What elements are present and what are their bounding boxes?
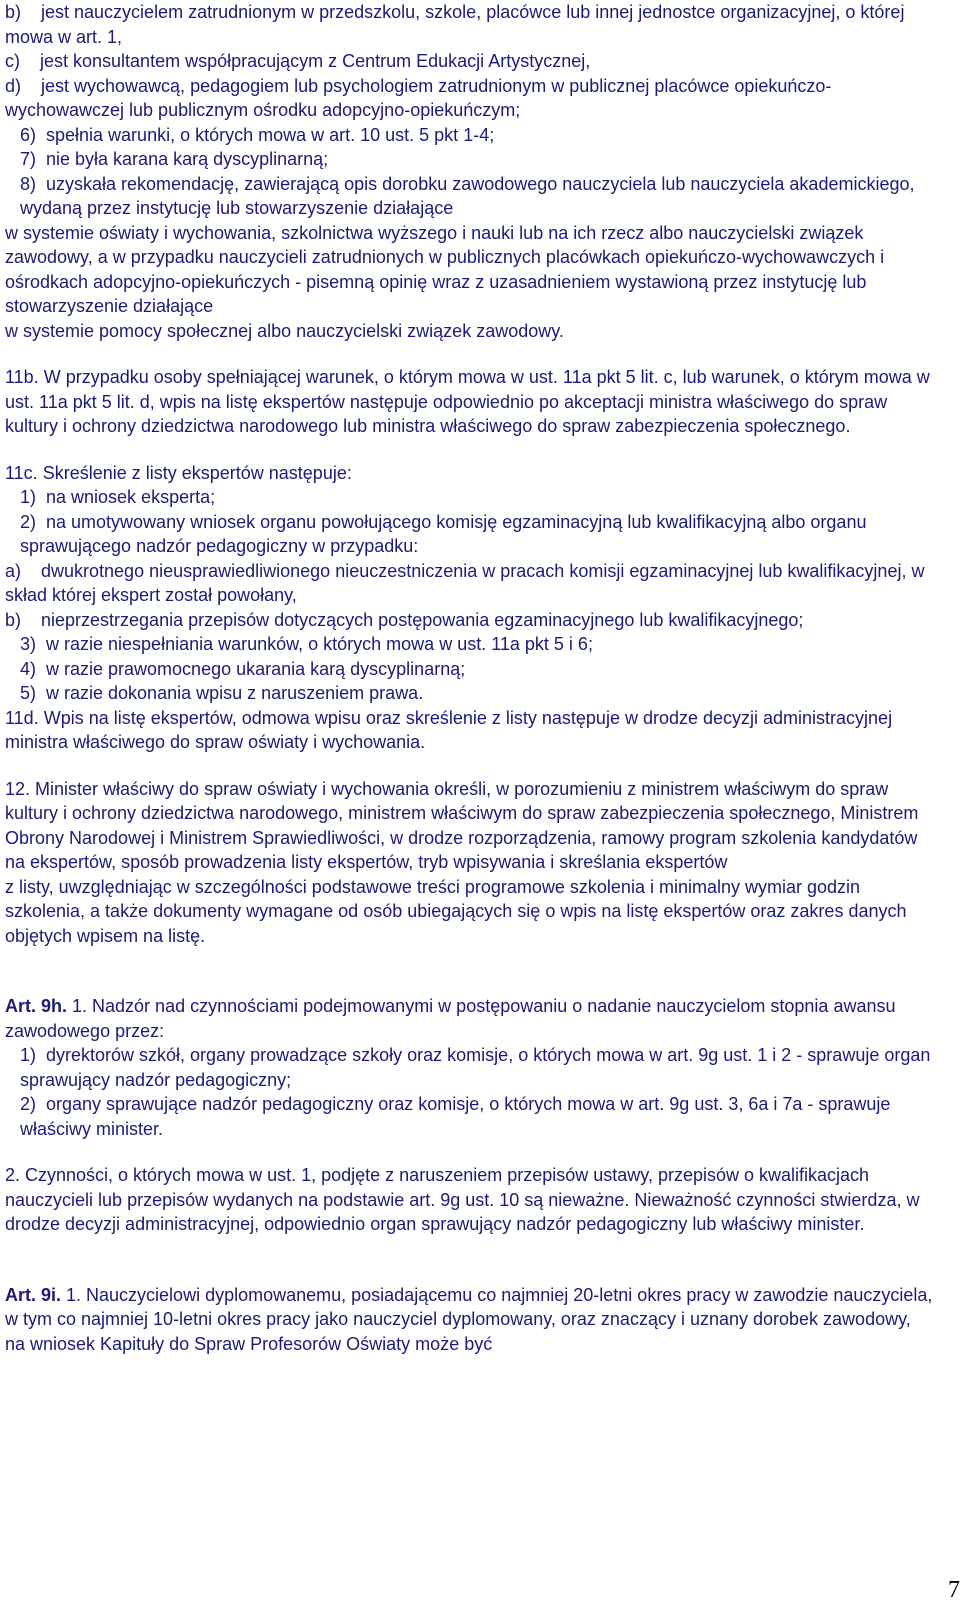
section-12-continued: z listy, uwzględniając w szczególności podstawowe treści programowe szkolenia i minimalny wymiar godzin szkolenia, a także dokumenty wymagane od osób ubiegających się o wpis na listę ekspertów oraz zakres danych objętych wpisem na listę. (5, 876, 912, 946)
section-11b: 11b. W przypadku osoby spełniającej warunek, o którym mowa w ust. 11a pkt 5 lit. c, lub warunek, o którym mowa w ust. 11a pkt 5 lit. d, wpis na listę ekspertów następuje odpowiednio po akceptacji ministra właściwego do spraw kultury i ochrony dziedzictwa narodowego lub ministra właściwego do spraw zabezpieczenia społecznego. (5, 367, 935, 436)
paragraph-d: d) jest wychowawcą, pedagogiem lub psychologiem zatrudnionym w publicznej placówce opiekuńczo-wychowawczej lub publicznym ośrodku adopcyjno-opiekuńczym; (5, 75, 832, 120)
article-9h-paragraph-1 (5, 994, 935, 1043)
article-9h-paragraph-2: 2. Czynności, o których mowa w ust. 1, podjęte z naruszeniem przepisów ustawy, przepisów o kwalifikacjach nauczycieli lub przepisów wydanych na podstawie art. 9g ust. 10 są nieważne. Nieważność czynności stwierdza, w drodze decyzji administracyjnej, odpowiednio organ sprawujący nadzór pedagogiczny lub właściwy minister. (5, 1165, 925, 1234)
section-11c-item-3: 3) w razie niespełniania warunków, o których mowa w ust. 11a pkt 5 i 6; (20, 634, 593, 654)
article-9i-paragraph-1 (5, 1283, 938, 1357)
article-9h-label: Art. 9h. (5, 996, 68, 1016)
section-12: 12. Minister właściwy do spraw oświaty i wychowania określi, w porozumieniu z ministrem właściwym do spraw kultury i ochrony dziedzictwa narodowego, ministrem właściwym do spraw zabezpieczenia społecznego, Ministrem Obrony Narodowej i Ministrem Sprawiedliwości, w drodze rozporządzenia, ramowy program szkolenia kandydatów na ekspertów, sposób prowadzenia listy ekspertów, tryb wpisywania i skreślania ekspertów (5, 778, 924, 872)
section-11c-item-b: b) nieprzestrzegania przepisów dotyczących postępowania egzaminacyjnego lub kwalifikacyjnego; (5, 609, 804, 630)
article-9h-item-2: 2) organy sprawujące nadzór pedagogiczny oraz komisje, o których mowa w art. 9g ust. 3, 6a i 7a - sprawuje właściwy minister. (20, 1094, 896, 1139)
paragraph-b: b) jest nauczycielem zatrudnionym w przedszkolu, szkole, placówce lub innej jednostce organizacyjnej, o której mowa w art. 1, (5, 2, 910, 47)
article-9h-item-1: 1) dyrektorów szkół, organy prowadzące szkoły oraz komisje, o których mowa w art. 9g ust. 1 i 2 - sprawuje organ sprawujący nadzór pedagogiczny; (20, 1045, 936, 1090)
article-9h-text: 1. Nadzór nad czynnościami podejmowanymi w postępowaniu o nadanie nauczycielom stopnia awansu zawodowego przez: (5, 996, 901, 1041)
section-11c-item-2: 2) na umotywowany wniosek organu powołującego komisję egzaminacyjną lub kwalifikacyjną albo organu sprawującego nadzór pedagogiczny w przypadku: (20, 511, 872, 556)
document-page (5, 0, 938, 1356)
point-8-end: w systemie pomocy społecznej albo nauczycielski związek zawodowy. (5, 320, 564, 341)
point-8: 8) uzyskała rekomendację, zawierającą opis dorobku zawodowego nauczyciela lub nauczyciela akademickiego, wydaną przez instytucję lub stowarzyszenie działające (20, 173, 920, 218)
article-9i-text: 1. Nauczycielowi dyplomowanemu, posiadającemu co najmniej 20-letni okres pracy w zawodzie nauczyciela, w tym co najmniej 10-letni okres pracy jako nauczyciel dyplomowany, oraz znaczący i uznany dorobek zawodowy, na wniosek Kapituły do Spraw Profesorów Oświaty może być (5, 1284, 938, 1354)
point-8-continued: w systemie oświaty i wychowania, szkolnictwa wyższego i nauki lub na ich rzecz albo nauczycielski związek zawodowy, a w przypadku nauczycieli zatrudnionych w publicznych placówkach opiekuńczo-wychowawczych i ośrodkach adopcyjno-opiekuńczych - pisemną opinię wraz z uzasadnieniem wystawioną przez instytucję lub stowarzyszenie działające (5, 222, 890, 316)
paragraph-c: c) jest konsultantem współpracującym z Centrum Edukacji Artystycznej, (5, 51, 591, 71)
page-number: 7 (948, 1577, 960, 1603)
section-11c-item-1: 1) na wniosek eksperta; (20, 487, 216, 507)
point-7: 7) nie była karana karą dyscyplinarną; (20, 149, 329, 169)
section-11c-item-4: 4) w razie prawomocnego ukarania karą dyscyplinarną; (20, 658, 466, 679)
section-11c-heading: 11c. Skreślenie z listy ekspertów następuje: (5, 462, 352, 483)
article-9i-label: Art. 9i. (5, 1284, 62, 1305)
section-11c-item-a: a) dwukrotnego nieusprawiedliwionego nieuczestniczenia w pracach komisji egzaminacyjnej lub kwalifikacyjnej, w skład której ekspert został powołany, (5, 560, 930, 605)
section-11d: 11d. Wpis na listę ekspertów, odmowa wpisu oraz skreślenie z listy następuje w drodze decyzji administracyjnej ministra właściwego do spraw oświaty i wychowania. (5, 707, 898, 752)
point-6: 6) spełnia warunki, o których mowa w art. 10 ust. 5 pkt 1-4; (20, 124, 495, 145)
section-11c-item-5: 5) w razie dokonania wpisu z naruszeniem prawa. (20, 683, 424, 703)
